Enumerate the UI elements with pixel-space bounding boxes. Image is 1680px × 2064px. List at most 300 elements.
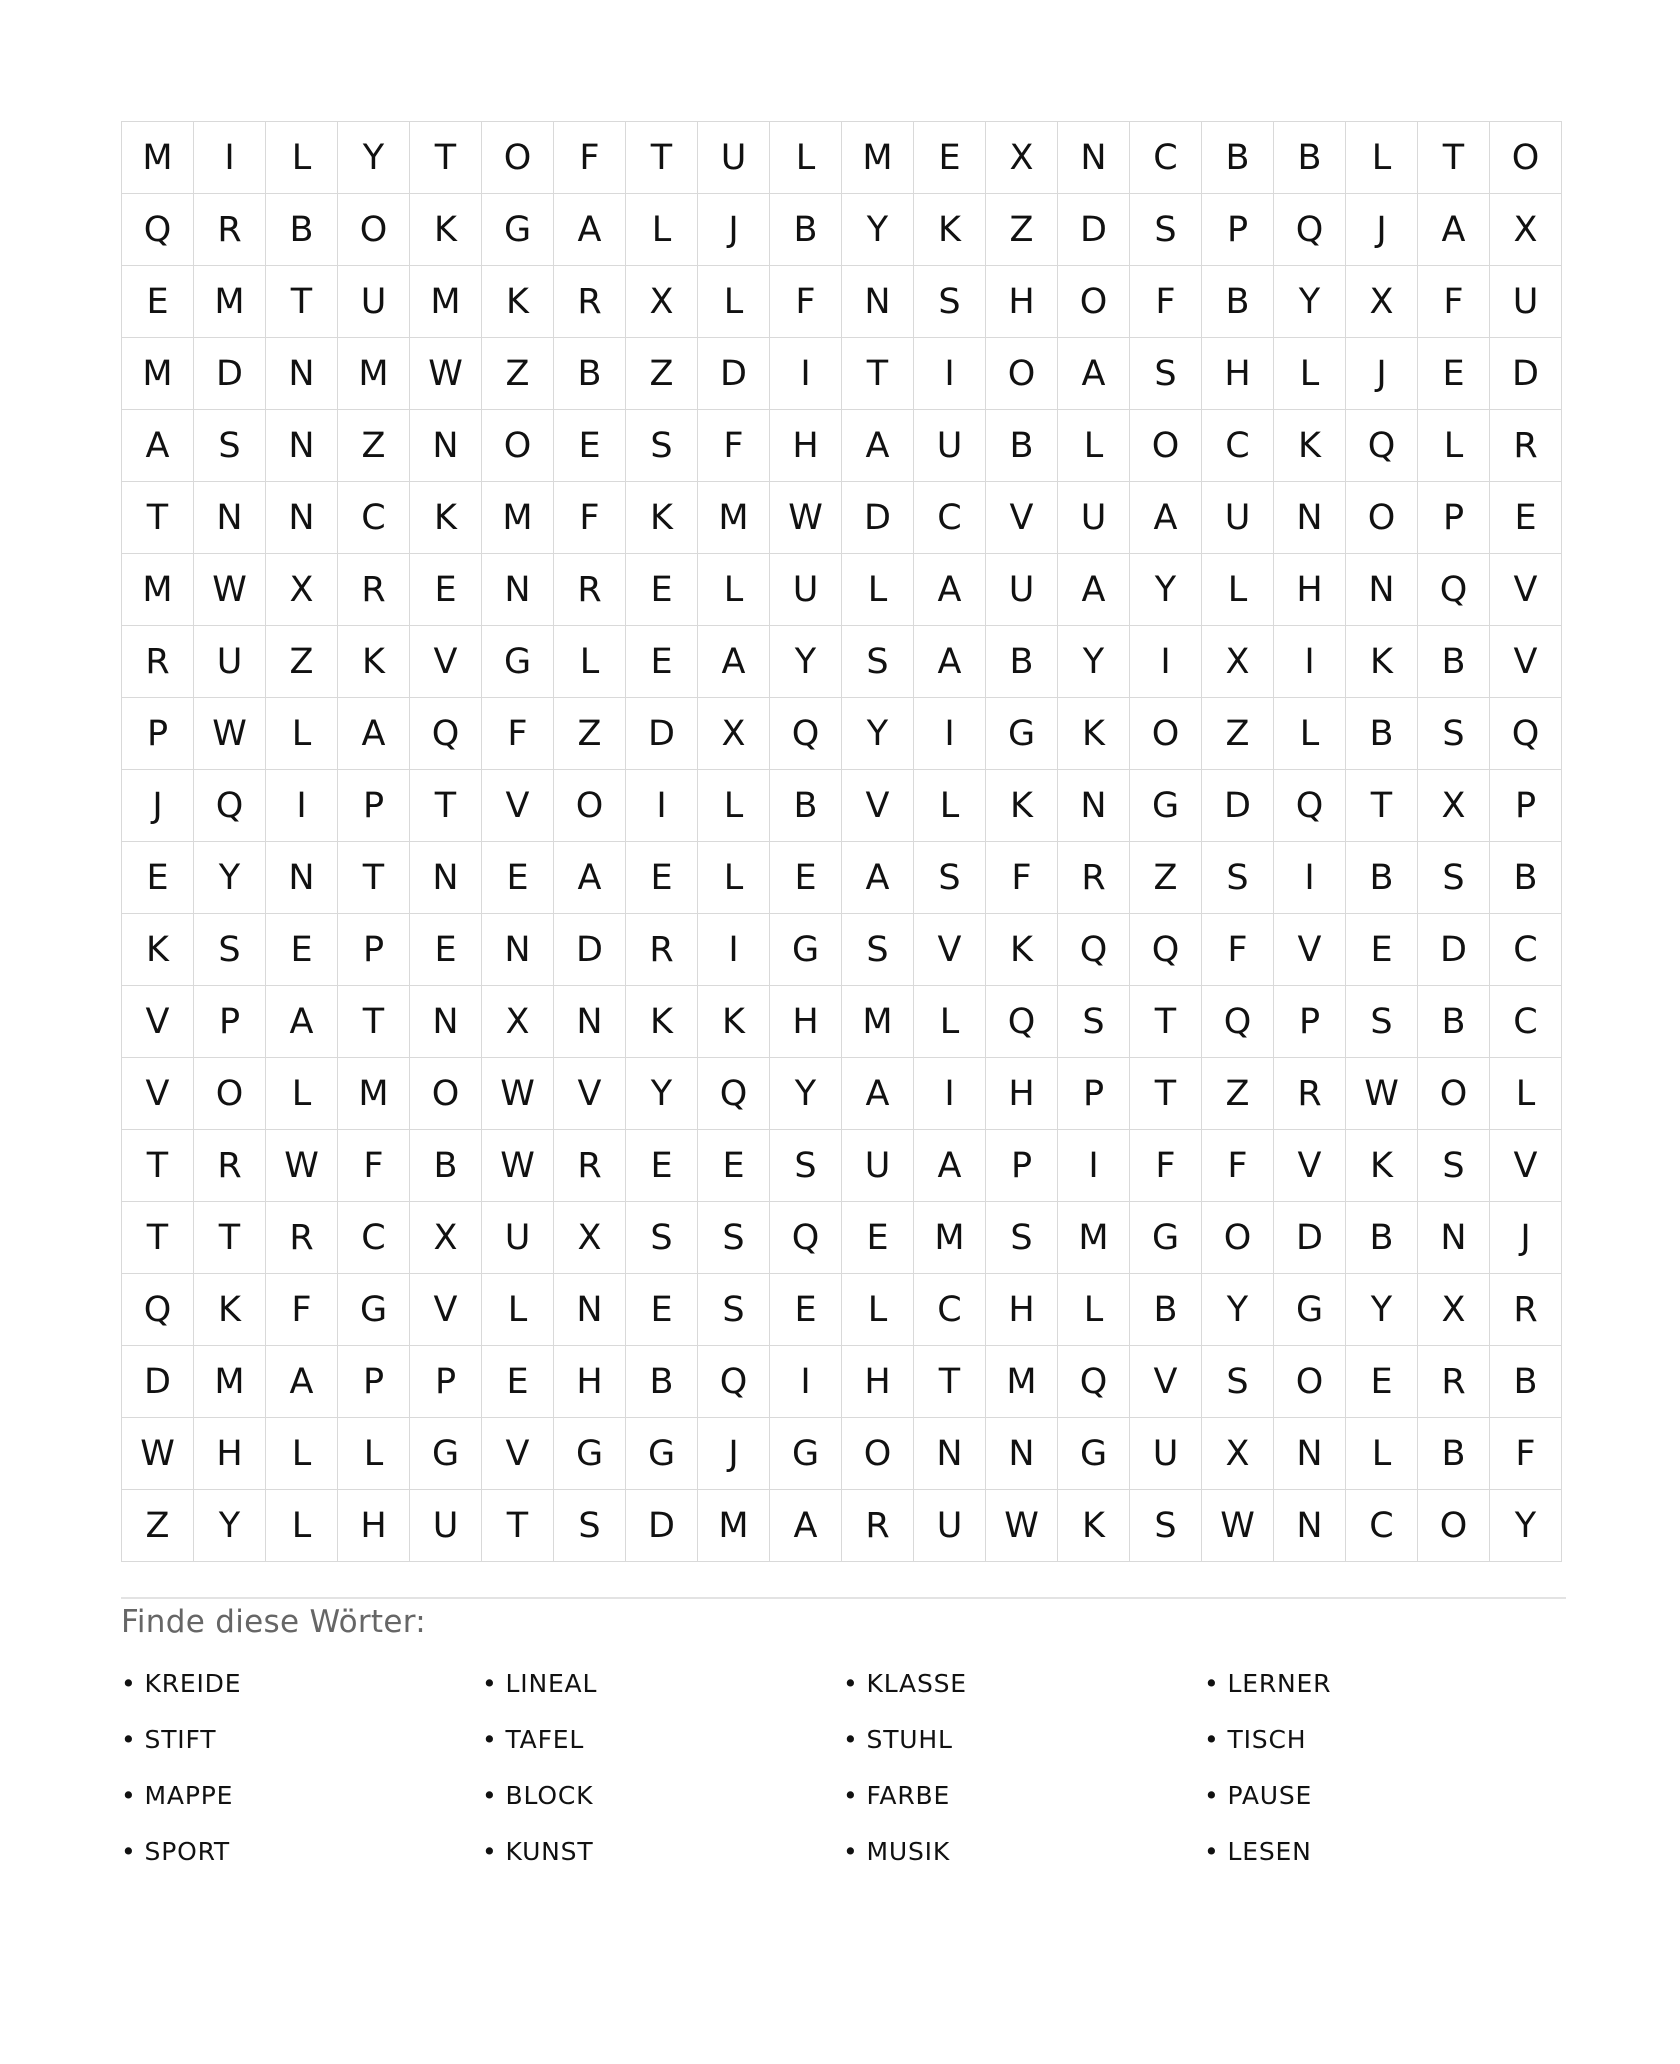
grid-cell[interactable]: V [122,986,194,1058]
grid-cell[interactable]: Y [1490,1490,1562,1562]
grid-cell[interactable]: V [410,626,482,698]
grid-cell[interactable]: D [1490,338,1562,410]
grid-cell[interactable]: R [1058,842,1130,914]
grid-cell[interactable]: J [1490,1202,1562,1274]
grid-cell[interactable]: B [554,338,626,410]
grid-cell[interactable]: A [770,1490,842,1562]
grid-cell[interactable]: Q [770,1202,842,1274]
grid-cell[interactable]: F [554,482,626,554]
grid-cell[interactable]: W [122,1418,194,1490]
grid-cell[interactable]: Q [122,194,194,266]
grid-cell[interactable]: I [626,770,698,842]
grid-cell[interactable]: U [770,554,842,626]
grid-cell[interactable]: L [698,770,770,842]
grid-cell[interactable]: L [1058,410,1130,482]
grid-cell[interactable]: Q [1058,1346,1130,1418]
grid-cell[interactable]: C [1202,410,1274,482]
grid-cell[interactable]: E [482,1346,554,1418]
grid-cell[interactable]: T [410,122,482,194]
grid-cell[interactable]: Y [338,122,410,194]
grid-cell[interactable]: P [1202,194,1274,266]
grid-cell[interactable]: V [842,770,914,842]
grid-cell[interactable]: S [1130,1490,1202,1562]
grid-cell[interactable]: W [1202,1490,1274,1562]
grid-cell[interactable]: M [194,1346,266,1418]
grid-cell[interactable]: Y [842,194,914,266]
grid-cell[interactable]: W [410,338,482,410]
grid-cell[interactable]: E [554,410,626,482]
grid-cell[interactable]: E [410,554,482,626]
grid-cell[interactable]: E [1418,338,1490,410]
grid-cell[interactable]: H [554,1346,626,1418]
grid-cell[interactable]: E [122,266,194,338]
grid-cell[interactable]: G [770,914,842,986]
grid-cell[interactable]: L [266,1058,338,1130]
grid-cell[interactable]: A [1130,482,1202,554]
grid-cell[interactable]: U [698,122,770,194]
grid-cell[interactable]: N [482,914,554,986]
grid-cell[interactable]: O [194,1058,266,1130]
grid-cell[interactable]: S [842,626,914,698]
grid-cell[interactable]: T [410,770,482,842]
grid-cell[interactable]: R [1490,1274,1562,1346]
grid-cell[interactable]: L [842,554,914,626]
grid-cell[interactable]: M [122,554,194,626]
grid-cell[interactable]: Y [194,1490,266,1562]
grid-cell[interactable]: A [266,986,338,1058]
grid-cell[interactable]: X [1202,626,1274,698]
grid-cell[interactable]: S [1202,842,1274,914]
grid-cell[interactable]: M [122,338,194,410]
grid-cell[interactable]: O [1130,698,1202,770]
grid-cell[interactable]: G [482,194,554,266]
grid-cell[interactable]: C [338,1202,410,1274]
grid-cell[interactable]: H [1202,338,1274,410]
grid-cell[interactable]: I [914,698,986,770]
grid-cell[interactable]: X [1418,770,1490,842]
grid-cell[interactable]: L [842,1274,914,1346]
grid-cell[interactable]: O [338,194,410,266]
grid-cell[interactable]: B [1418,986,1490,1058]
grid-cell[interactable]: E [482,842,554,914]
grid-cell[interactable]: A [1058,338,1130,410]
grid-cell[interactable]: X [266,554,338,626]
grid-cell[interactable]: Y [1202,1274,1274,1346]
grid-cell[interactable]: S [194,914,266,986]
grid-cell[interactable]: B [1490,842,1562,914]
grid-cell[interactable]: Q [122,1274,194,1346]
grid-cell[interactable]: S [698,1274,770,1346]
grid-cell[interactable]: N [266,482,338,554]
grid-cell[interactable]: Z [1202,1058,1274,1130]
grid-cell[interactable]: S [914,266,986,338]
grid-cell[interactable]: K [338,626,410,698]
grid-cell[interactable]: M [194,266,266,338]
grid-cell[interactable]: E [914,122,986,194]
grid-cell[interactable]: S [194,410,266,482]
grid-cell[interactable]: U [986,554,1058,626]
grid-cell[interactable]: R [554,266,626,338]
grid-cell[interactable]: E [626,554,698,626]
grid-cell[interactable]: R [554,554,626,626]
grid-cell[interactable]: C [1490,914,1562,986]
grid-cell[interactable]: E [770,842,842,914]
grid-cell[interactable]: Q [1130,914,1202,986]
grid-cell[interactable]: A [842,410,914,482]
grid-cell[interactable]: R [194,194,266,266]
grid-cell[interactable]: H [770,410,842,482]
grid-cell[interactable]: D [842,482,914,554]
grid-cell[interactable]: E [626,1274,698,1346]
grid-cell[interactable]: X [554,1202,626,1274]
grid-cell[interactable]: K [1274,410,1346,482]
grid-cell[interactable]: K [410,482,482,554]
grid-cell[interactable]: M [1058,1202,1130,1274]
grid-cell[interactable]: D [194,338,266,410]
grid-cell[interactable]: S [626,1202,698,1274]
grid-cell[interactable]: V [1274,1130,1346,1202]
grid-cell[interactable]: U [1490,266,1562,338]
grid-cell[interactable]: I [1274,842,1346,914]
grid-cell[interactable]: M [698,482,770,554]
grid-cell[interactable]: A [914,554,986,626]
grid-cell[interactable]: Z [1130,842,1202,914]
grid-cell[interactable]: O [482,410,554,482]
grid-cell[interactable]: Y [770,626,842,698]
grid-cell[interactable]: V [1274,914,1346,986]
grid-cell[interactable]: U [482,1202,554,1274]
grid-cell[interactable]: V [122,1058,194,1130]
grid-cell[interactable]: X [1202,1418,1274,1490]
grid-cell[interactable]: E [626,842,698,914]
grid-cell[interactable]: W [194,698,266,770]
grid-cell[interactable]: S [1202,1346,1274,1418]
grid-cell[interactable]: F [770,266,842,338]
grid-cell[interactable]: Q [1058,914,1130,986]
grid-cell[interactable]: O [554,770,626,842]
grid-cell[interactable]: X [482,986,554,1058]
grid-cell[interactable]: L [1346,122,1418,194]
grid-cell[interactable]: I [1130,626,1202,698]
grid-cell[interactable]: Q [1274,770,1346,842]
grid-cell[interactable]: S [914,842,986,914]
grid-cell[interactable]: G [770,1418,842,1490]
grid-cell[interactable]: Y [194,842,266,914]
grid-cell[interactable]: M [842,986,914,1058]
grid-cell[interactable]: A [698,626,770,698]
grid-cell[interactable]: I [770,338,842,410]
grid-cell[interactable]: U [914,1490,986,1562]
grid-cell[interactable]: Y [1130,554,1202,626]
grid-cell[interactable]: O [1130,410,1202,482]
grid-cell[interactable]: L [698,266,770,338]
grid-cell[interactable]: O [1202,1202,1274,1274]
grid-cell[interactable]: N [266,842,338,914]
grid-cell[interactable]: F [1418,266,1490,338]
grid-cell[interactable]: O [1058,266,1130,338]
grid-cell[interactable]: E [1490,482,1562,554]
grid-cell[interactable]: H [986,1274,1058,1346]
grid-cell[interactable]: O [1418,1058,1490,1130]
grid-cell[interactable]: Y [1346,1274,1418,1346]
grid-cell[interactable]: N [266,410,338,482]
grid-cell[interactable]: N [986,1418,1058,1490]
grid-cell[interactable]: Q [194,770,266,842]
grid-cell[interactable]: C [914,1274,986,1346]
grid-cell[interactable]: B [1346,1202,1418,1274]
grid-cell[interactable]: O [1418,1490,1490,1562]
grid-cell[interactable]: U [1130,1418,1202,1490]
grid-cell[interactable]: W [770,482,842,554]
grid-cell[interactable]: N [1274,1418,1346,1490]
grid-cell[interactable]: E [770,1274,842,1346]
grid-cell[interactable]: A [914,626,986,698]
grid-cell[interactable]: Z [122,1490,194,1562]
grid-cell[interactable]: G [410,1418,482,1490]
grid-cell[interactable]: L [266,1490,338,1562]
grid-cell[interactable]: T [338,986,410,1058]
grid-cell[interactable]: S [554,1490,626,1562]
grid-cell[interactable]: P [122,698,194,770]
grid-cell[interactable]: B [1202,122,1274,194]
grid-cell[interactable]: X [986,122,1058,194]
grid-cell[interactable]: Q [1418,554,1490,626]
grid-cell[interactable]: E [266,914,338,986]
grid-cell[interactable]: V [914,914,986,986]
grid-cell[interactable]: E [1346,1346,1418,1418]
grid-cell[interactable]: B [1274,122,1346,194]
grid-cell[interactable]: R [1418,1346,1490,1418]
grid-cell[interactable]: N [266,338,338,410]
grid-cell[interactable]: Y [842,698,914,770]
grid-cell[interactable]: B [986,410,1058,482]
grid-cell[interactable]: G [626,1418,698,1490]
grid-cell[interactable]: T [122,482,194,554]
grid-cell[interactable]: L [1202,554,1274,626]
grid-cell[interactable]: R [338,554,410,626]
grid-cell[interactable]: B [1346,698,1418,770]
grid-cell[interactable]: L [914,770,986,842]
grid-cell[interactable]: L [1274,698,1346,770]
grid-cell[interactable]: V [482,770,554,842]
grid-cell[interactable]: C [914,482,986,554]
grid-cell[interactable]: H [338,1490,410,1562]
grid-cell[interactable]: L [698,842,770,914]
grid-cell[interactable]: S [842,914,914,986]
grid-cell[interactable]: J [1346,338,1418,410]
grid-cell[interactable]: T [266,266,338,338]
grid-cell[interactable]: D [1274,1202,1346,1274]
grid-cell[interactable]: H [1274,554,1346,626]
grid-cell[interactable]: F [1130,266,1202,338]
grid-cell[interactable]: Z [986,194,1058,266]
grid-cell[interactable]: X [410,1202,482,1274]
grid-cell[interactable]: N [482,554,554,626]
grid-cell[interactable]: E [122,842,194,914]
grid-cell[interactable]: P [338,914,410,986]
grid-cell[interactable]: B [770,770,842,842]
grid-cell[interactable]: T [338,842,410,914]
grid-cell[interactable]: S [1418,698,1490,770]
grid-cell[interactable]: E [626,626,698,698]
grid-cell[interactable]: F [698,410,770,482]
grid-cell[interactable]: W [986,1490,1058,1562]
grid-cell[interactable]: F [338,1130,410,1202]
grid-cell[interactable]: R [122,626,194,698]
grid-cell[interactable]: E [698,1130,770,1202]
grid-cell[interactable]: O [482,122,554,194]
grid-cell[interactable]: M [842,122,914,194]
grid-cell[interactable]: K [482,266,554,338]
grid-cell[interactable]: O [1490,122,1562,194]
grid-cell[interactable]: N [554,986,626,1058]
grid-cell[interactable]: G [1058,1418,1130,1490]
grid-cell[interactable]: Y [1274,266,1346,338]
grid-cell[interactable]: C [1490,986,1562,1058]
grid-cell[interactable]: W [194,554,266,626]
grid-cell[interactable]: C [1130,122,1202,194]
grid-cell[interactable]: B [1418,626,1490,698]
grid-cell[interactable]: N [410,842,482,914]
grid-cell[interactable]: N [554,1274,626,1346]
grid-cell[interactable]: U [194,626,266,698]
grid-cell[interactable]: K [410,194,482,266]
grid-cell[interactable]: J [698,194,770,266]
grid-cell[interactable]: L [1490,1058,1562,1130]
grid-cell[interactable]: M [482,482,554,554]
grid-cell[interactable]: I [914,338,986,410]
grid-cell[interactable]: K [986,914,1058,986]
grid-cell[interactable]: P [1418,482,1490,554]
grid-cell[interactable]: V [986,482,1058,554]
grid-cell[interactable]: I [194,122,266,194]
grid-cell[interactable]: G [1274,1274,1346,1346]
grid-cell[interactable]: U [842,1130,914,1202]
grid-cell[interactable]: B [1202,266,1274,338]
grid-cell[interactable]: T [842,338,914,410]
grid-cell[interactable]: B [626,1346,698,1418]
grid-cell[interactable]: K [698,986,770,1058]
grid-cell[interactable]: F [986,842,1058,914]
grid-cell[interactable]: F [266,1274,338,1346]
grid-cell[interactable]: D [1418,914,1490,986]
grid-cell[interactable]: L [482,1274,554,1346]
grid-cell[interactable]: T [1418,122,1490,194]
grid-cell[interactable]: L [914,986,986,1058]
grid-cell[interactable]: N [1346,554,1418,626]
grid-cell[interactable]: Y [1058,626,1130,698]
grid-cell[interactable]: E [1346,914,1418,986]
grid-cell[interactable]: D [1202,770,1274,842]
grid-cell[interactable]: K [194,1274,266,1346]
grid-cell[interactable]: I [266,770,338,842]
grid-cell[interactable]: T [482,1490,554,1562]
grid-cell[interactable]: Y [770,1058,842,1130]
grid-cell[interactable]: S [1130,194,1202,266]
grid-cell[interactable]: T [914,1346,986,1418]
grid-cell[interactable]: V [1490,1130,1562,1202]
grid-cell[interactable]: I [914,1058,986,1130]
grid-cell[interactable]: E [842,1202,914,1274]
grid-cell[interactable]: O [986,338,1058,410]
grid-cell[interactable]: N [914,1418,986,1490]
grid-cell[interactable]: B [410,1130,482,1202]
grid-cell[interactable]: I [1058,1130,1130,1202]
grid-cell[interactable]: M [914,1202,986,1274]
grid-cell[interactable]: Z [626,338,698,410]
grid-cell[interactable]: N [842,266,914,338]
grid-cell[interactable]: N [1418,1202,1490,1274]
grid-cell[interactable]: R [1274,1058,1346,1130]
grid-cell[interactable]: F [1202,1130,1274,1202]
grid-cell[interactable]: Z [1202,698,1274,770]
grid-cell[interactable]: S [1058,986,1130,1058]
grid-cell[interactable]: W [482,1058,554,1130]
grid-cell[interactable]: Z [338,410,410,482]
grid-cell[interactable]: A [266,1346,338,1418]
grid-cell[interactable]: K [626,986,698,1058]
grid-cell[interactable]: V [1130,1346,1202,1418]
grid-cell[interactable]: B [266,194,338,266]
grid-cell[interactable]: S [1418,842,1490,914]
grid-cell[interactable]: F [1130,1130,1202,1202]
grid-cell[interactable]: P [986,1130,1058,1202]
grid-cell[interactable]: T [1130,986,1202,1058]
grid-cell[interactable]: D [626,1490,698,1562]
grid-cell[interactable]: X [1490,194,1562,266]
grid-cell[interactable]: Q [698,1346,770,1418]
grid-cell[interactable]: V [1490,554,1562,626]
grid-cell[interactable]: S [770,1130,842,1202]
grid-cell[interactable]: A [914,1130,986,1202]
grid-cell[interactable]: L [698,554,770,626]
grid-cell[interactable]: K [1058,1490,1130,1562]
grid-cell[interactable]: D [626,698,698,770]
grid-cell[interactable]: T [194,1202,266,1274]
grid-cell[interactable]: W [266,1130,338,1202]
grid-cell[interactable]: L [266,1418,338,1490]
grid-cell[interactable]: A [122,410,194,482]
grid-cell[interactable]: M [122,122,194,194]
grid-cell[interactable]: L [266,122,338,194]
grid-cell[interactable]: U [410,1490,482,1562]
grid-cell[interactable]: B [1490,1346,1562,1418]
grid-cell[interactable]: F [1490,1418,1562,1490]
grid-cell[interactable]: K [122,914,194,986]
grid-cell[interactable]: P [410,1346,482,1418]
grid-cell[interactable]: L [626,194,698,266]
grid-cell[interactable]: S [1418,1130,1490,1202]
grid-cell[interactable]: F [554,122,626,194]
grid-cell[interactable]: S [1346,986,1418,1058]
grid-cell[interactable]: T [1130,1058,1202,1130]
grid-cell[interactable]: A [338,698,410,770]
grid-cell[interactable]: L [1418,410,1490,482]
grid-cell[interactable]: L [770,122,842,194]
grid-cell[interactable]: S [626,410,698,482]
grid-cell[interactable]: G [1130,770,1202,842]
grid-cell[interactable]: H [194,1418,266,1490]
grid-cell[interactable]: G [554,1418,626,1490]
grid-cell[interactable]: L [1274,338,1346,410]
grid-cell[interactable]: X [626,266,698,338]
grid-cell[interactable]: I [1274,626,1346,698]
grid-cell[interactable]: C [338,482,410,554]
grid-cell[interactable]: G [986,698,1058,770]
grid-cell[interactable]: N [1274,1490,1346,1562]
grid-cell[interactable]: G [482,626,554,698]
grid-cell[interactable]: M [410,266,482,338]
